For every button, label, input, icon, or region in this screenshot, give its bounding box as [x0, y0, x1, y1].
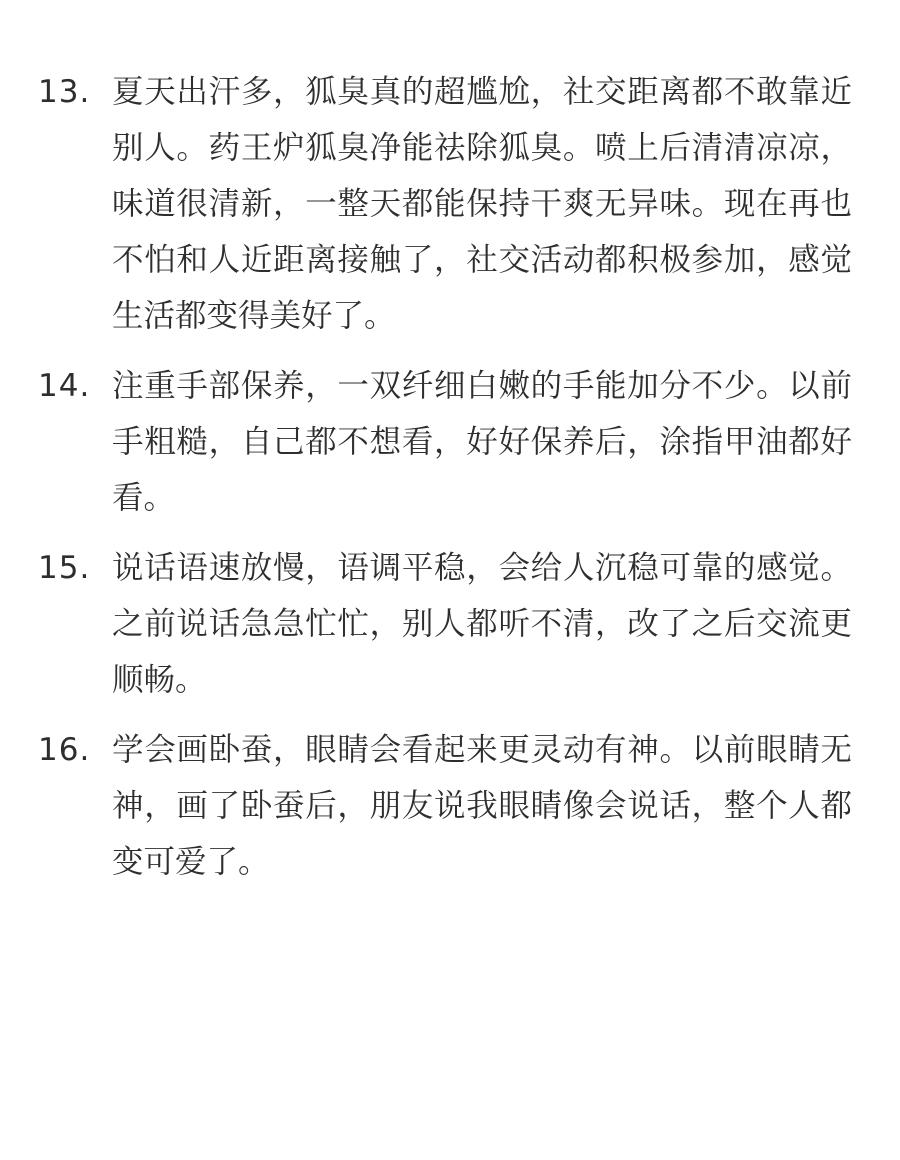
list-item — [38, 540, 858, 708]
item-text: 说话语速放慢，语调平稳，会给人沉稳可靠的感觉。之前说话急急忙忙，别人都听不清，改了之后交流更顺畅。 — [112, 550, 852, 698]
tips-list — [38, 64, 858, 904]
list-item — [38, 358, 858, 526]
item-number: 15. — [38, 550, 91, 586]
item-number: 13. — [38, 74, 91, 110]
item-text: 注重手部保养，一双纤细白嫩的手能加分不少。以前手粗糙，自己都不想看，好好保养后，涂指甲油都好看。 — [112, 368, 852, 516]
item-text: 学会画卧蚕，眼睛会看起来更灵动有神。以前眼睛无神，画了卧蚕后，朋友说我眼睛像会说话，整个人都变可爱了。 — [112, 732, 852, 880]
list-item — [38, 722, 858, 890]
item-text: 夏天出汗多，狐臭真的超尴尬，社交距离都不敢靠近别人。药王炉狐臭净能祛除狐臭。喷上后清清凉凉，味道很清新，一整天都能保持干爽无异味。现在再也不怕和人近距离接触了，社交活动都积极参加，感觉生活都变得美好了。 — [112, 74, 852, 334]
item-number: 16. — [38, 732, 91, 768]
list-item — [38, 64, 858, 344]
item-number: 14. — [38, 368, 91, 404]
